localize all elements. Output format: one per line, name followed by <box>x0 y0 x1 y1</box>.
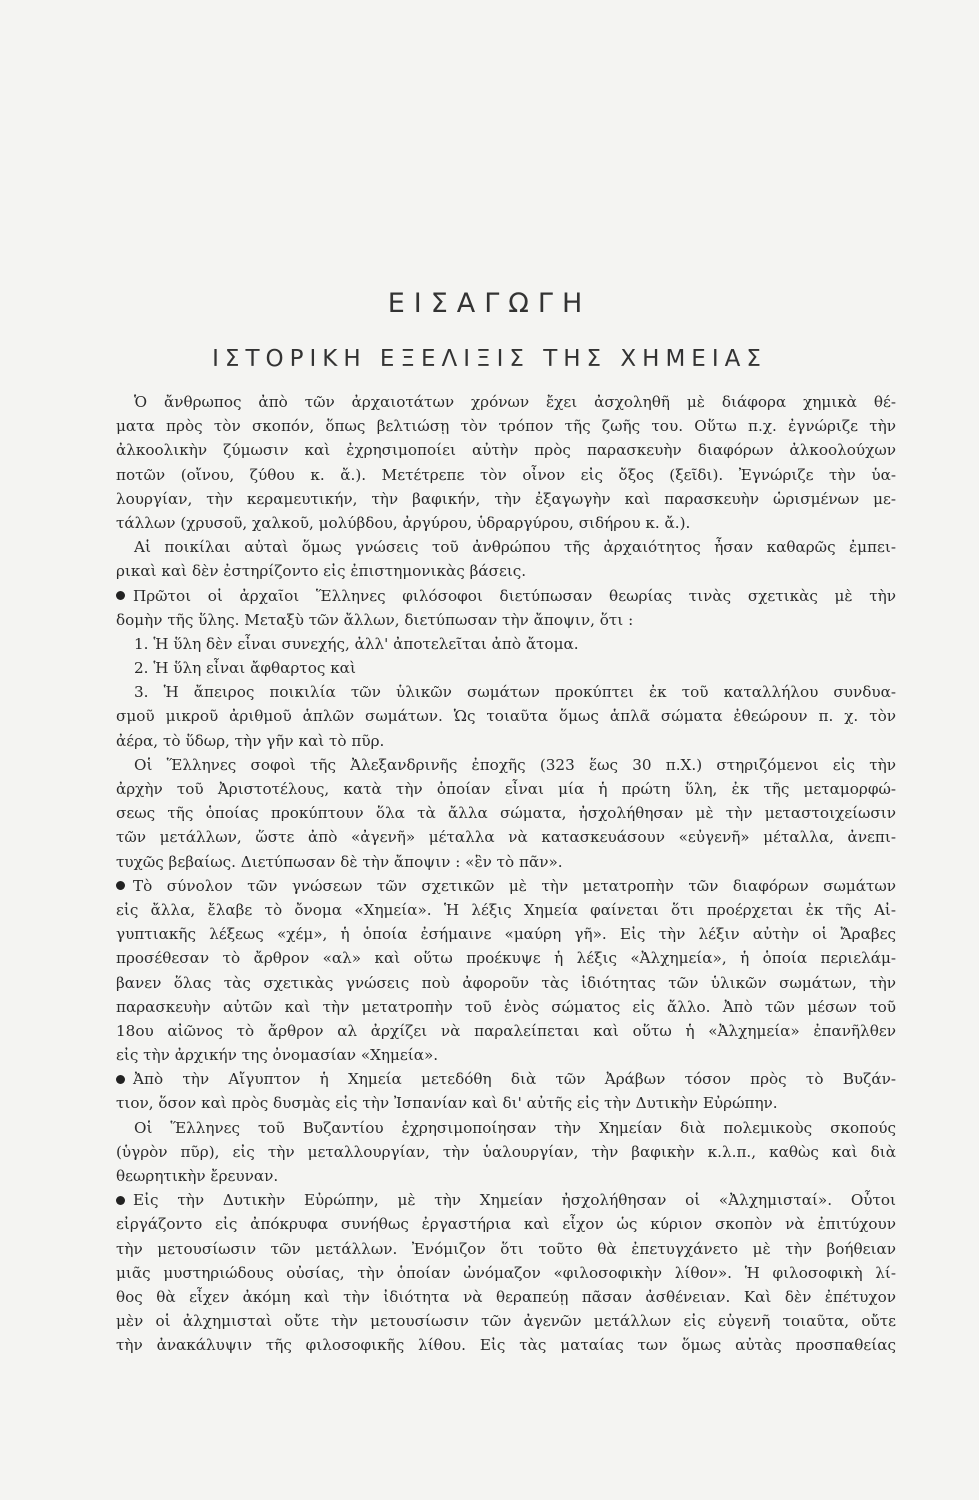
text-line: δομὴν τῆς ὕλης. Μεταξὺ τῶν ἄλλων, διετύπωσαν τὴν ἄποψιν, ὅτι : <box>116 610 634 629</box>
list-item: 1. Ἡ ὕλη δὲν εἶναι συνεχής, ἀλλ' ἀποτελεῖται ἀπὸ ἄτομα. <box>134 634 579 653</box>
text-line: τὴν μετουσίωσιν τῶν μετάλλων. Ἐνόμιζον ὅτι τοῦτο θὰ ἐπετυγχάνετο μὲ τὴν βοήθειαν <box>116 1239 896 1258</box>
body-text <box>116 390 896 1358</box>
text-line: βανεν ὅλας τὰς σχετικὰς γνώσεις ποὺ ἀφοροῦν τὰς ἰδιότητας τῶν ὑλικῶν σωμάτων, τὴν <box>116 973 896 992</box>
bullet-icon <box>116 1075 125 1084</box>
text-line: μιᾶς μυστηριώδους οὐσίας, τὴν ὁποίαν ὠνόμαζον «φιλοσοφικὴν λίθον». Ἡ φιλοσοφικὴ λί- <box>116 1263 896 1282</box>
text-line: εἰς ἄλλα, ἔλαβε τὸ ὄνομα «Χημεία». Ἡ λέξις Χημεία φαίνεται ὅτι προέρχεται ἐκ τῆς Αἰ- <box>116 900 896 919</box>
text-line: εἰς τὴν ἀρχικήν της ὀνομασίαν «Χημεία». <box>116 1046 439 1065</box>
text-span: Ἀπὸ τὴν Αἴγυπτον ἡ Χημεία μετεδόθη διὰ τῶν Ἀράβων τόσον πρὸς τὸ Βυζάν- <box>133 1070 896 1089</box>
bullet-icon <box>116 591 125 600</box>
text-line: τῶν μετάλλων, ὥστε ἀπὸ «ἀγενῆ» μέταλλα νὰ κατασκευάσουν «εὐγενῆ» μέταλλα, ἀνεπι- <box>116 828 896 847</box>
text-line: θεωρητικὴν ἔρευναν. <box>116 1167 279 1185</box>
text-span: Πρῶτοι οἱ ἀρχαῖοι Ἕλληνες φιλόσοφοι διετύπωσαν θεωρίας τινὰς σχετικὰς μὲ τὴν <box>133 586 896 605</box>
text-line: θος θὰ εἶχεν ἀκόμη καὶ τὴν ἰδιότητα νὰ θεραπεύῃ πᾶσαν ἀσθένειαν. Καὶ δὲν ἐπέτυχον <box>116 1287 896 1306</box>
text-line: γυπτιακῆς λέξεως «χέμ», ἡ ὁποία ἐσήμαινε «μαύρη γῆ». Εἰς τὴν λέξιν αὐτὴν οἱ Ἄραβες <box>116 925 896 944</box>
text-line: ἀέρα, τὸ ὕδωρ, τὴν γῆν καὶ τὸ πῦρ. <box>116 731 385 750</box>
text-line: σεως τῆς ὁποίας προκύπτουν ὅλα τὰ ἄλλα σώματα, ἠσχολήθησαν μὲ τὴν μεταστοιχείωσιν <box>116 804 896 823</box>
chapter-subtitle: ΙΣΤΟΡΙΚΗ ΕΞΕΛΙΞΙΣ ΤΗΣ ΧΗΜΕΙΑΣ <box>212 346 767 372</box>
text-line: Ὁ ἄνθρωπος ἀπὸ τῶν ἀρχαιοτάτων χρόνων ἔχει ἀσχοληθῆ μὲ διάφορα χημικὰ θέ- <box>134 393 896 411</box>
text-line: 18ου αἰῶνος τὸ ἄρθρον αλ ἀρχίζει νὰ παραλείπεται καὶ οὕτω ἡ «Ἀλχημεία» ἐπανῆλθεν <box>116 1021 896 1040</box>
text-line: σμοῦ μικροῦ ἀριθμοῦ ἁπλῶν σωμάτων. Ὡς τοιαῦτα ὅμως ἁπλᾶ σώματα ἐθεώρουν π. χ. τὸν <box>116 707 896 726</box>
text-line: Αἱ ποικίλαι αὐταὶ ὅμως γνώσεις τοῦ ἀνθρώπου τῆς ἀρχαιότητος ἦσαν καθαρῶς ἐμπει- <box>134 538 896 557</box>
text-line: εἰργάζοντο εἰς ἀπόκρυφα συνήθως ἐργαστήρια καὶ εἶχον ὡς κύριον σκοπὸν νὰ ἐπιτύχουν <box>116 1215 896 1234</box>
list-item: 2. Ἡ ὕλη εἶναι ἄφθαρτος καὶ <box>134 659 356 678</box>
chapter-title: ΕΙΣΑΓΩΓΗ <box>387 288 592 319</box>
text-line: Οἱ Ἕλληνες τοῦ Βυζαντίου ἐχρησιμοποίησαν τὴν Χημείαν διὰ πολεμικοὺς σκοπούς <box>134 1118 896 1137</box>
text-line: ἀρχὴν τοῦ Ἀριστοτέλους, κατὰ τὴν ὁποίαν εἶναι μία ἡ πρώτη ὕλη, ἐκ τῆς μεταμορφώ- <box>116 780 896 798</box>
text-line: μὲν οἱ ἀλχημισταὶ οὔτε τὴν μετουσίωσιν τῶν ἀγενῶν μετάλλων εἰς εὐγενῆ τοιαῦτα, οὔτε <box>116 1312 896 1331</box>
text-line: ρικαὶ καὶ δὲν ἐστηρίζοντο εἰς ἐπιστημονικὰς βάσεις. <box>116 562 527 581</box>
text-line: ποτῶν (οἴνου, ζύθου κ. ἄ.). Μετέτρεπε τὸν οἶνον εἰς ὄξος (ξεῖδι). Ἐγνώριζε τὴν ὑα- <box>116 465 896 484</box>
text-line: (ὑγρὸν πῦρ), εἰς τὴν μεταλλουργίαν, τὴν ὑαλουργίαν, τὴν βαφικὴν κ.λ.π., καθὼς καὶ διὰ <box>116 1142 896 1161</box>
text-span: Τὸ σύνολον τῶν γνώσεων τῶν σχετικῶν μὲ τὴν μετατροπὴν τῶν διαφόρων σωμάτων <box>133 876 896 895</box>
bullet-icon <box>116 1196 125 1205</box>
text-line: προσέθεσαν τὸ ἄρθρον «αλ» καὶ οὕτω προέκυψε ἡ λέξις «Ἀλχημεία», ἡ ὁποία περιελάμ- <box>116 949 896 968</box>
text-line: τυχῶς βεβαίως. Διετύπωσαν δὲ τὴν ἄποψιν : «ἓν τὸ πᾶν». <box>116 852 563 871</box>
bullet-paragraph-line <box>116 1188 896 1212</box>
text-line: τιον, ὅσον καὶ πρὸς δυσμὰς εἰς τὴν Ἰσπανίαν καὶ δι' αὐτῆς εἰς τὴν Δυτικὴν Εὐρώπην. <box>116 1094 778 1113</box>
text-line: τὴν ἀνακάλυψιν τῆς φιλοσοφικῆς λίθου. Εἰς τὰς ματαίας των ὅμως αὐτὰς προσπαθείας <box>116 1336 896 1355</box>
text-line: τάλλων (χρυσοῦ, χαλκοῦ, μολύβδου, ἀργύρου, ὑδραργύρου, σιδήρου κ. ἄ.). <box>116 513 691 532</box>
text-line: ματα πρὸς τὸν σκοπόν, ὅπως βελτιώσῃ τὸν τρόπον τῆς ζωῆς του. Οὕτω π.χ. ἐγνώριζε τὴν <box>116 417 896 436</box>
list-item: 3. Ἡ ἄπειρος ποικιλία τῶν ὑλικῶν σωμάτων προκύπτει ἐκ τοῦ καταλλήλου συνδυα- <box>134 683 896 702</box>
text-line: λουργίαν, τὴν κεραμευτικήν, τὴν βαφικήν, τὴν ἐξαγωγὴν καὶ παρασκευὴν ὡρισμένων με- <box>116 489 896 508</box>
text-span: Εἰς τὴν Δυτικὴν Εὐρώπην, μὲ τὴν Χημείαν ἠσχολήθησαν οἱ «Ἀλχημισταί». Οὗτοι <box>133 1191 896 1210</box>
text-line: ἀλκοολικὴν ζύμωσιν καὶ ἐχρησιμοποίει αὐτὴν πρὸς παρασκευὴν διαφόρων ἀλκοολούχων <box>116 441 896 460</box>
bullet-icon <box>116 881 125 890</box>
text-line: Οἱ Ἕλληνες σοφοὶ τῆς Ἀλεξανδρινῆς ἐποχῆς (323 ἕως 30 π.Χ.) στηριζόμενοι εἰς τὴν <box>134 755 896 774</box>
text-line: παρασκευὴν αὐτῶν καὶ τὴν μετατροπὴν τοῦ ἑνὸς σώματος εἰς ἄλλο. Ἀπὸ τῶν μέσων τοῦ <box>116 997 896 1016</box>
bullet-paragraph-line <box>116 1067 896 1091</box>
bullet-paragraph-line <box>116 584 896 608</box>
bullet-paragraph-line <box>116 874 896 898</box>
